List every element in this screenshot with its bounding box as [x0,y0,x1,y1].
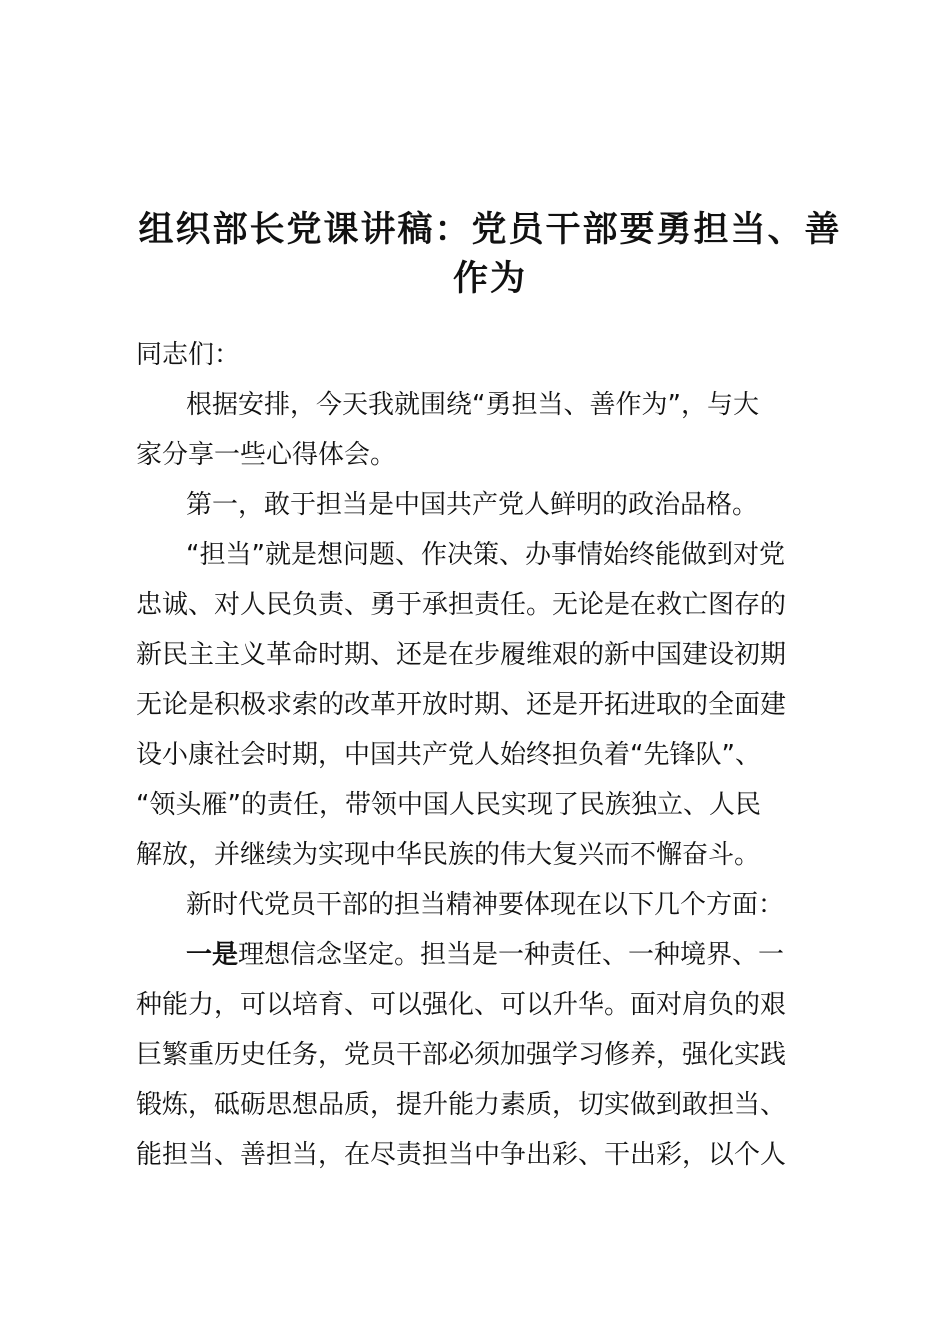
paragraph-line: 新时代党员干部的担当精神要体现在以下几个方面： [186,890,785,920]
document-title [120,206,860,304]
paragraph-line: 家分享一些心得体会。 [136,440,397,470]
paragraph-line: 忠诚、对人民负责、勇于承担责任。无论是在救亡图存的 [136,590,787,620]
salutation: 同志们： [136,340,241,370]
paragraph-line: “担当”就是想问题、作决策、办事情始终能做到对党 [186,540,785,570]
point-one-label: 一是 [186,940,239,970]
paragraph-line: 设小康社会时期，中国共产党人始终担负着“先锋队”、 [136,740,761,770]
paragraph-line: “领头雁”的责任，带领中国人民实现了民族独立、人民 [136,790,761,820]
paragraph-line: 种能力，可以培育、可以强化、可以升华。面对肩负的艰 [136,990,787,1020]
paragraph-line: 巨繁重历史任务，党员干部必须加强学习修养，强化实践 [136,1040,787,1070]
point-one-line [186,940,784,970]
title-line-1: 组织部长党课讲稿：党员干部要勇担当、善 [138,210,842,250]
paragraph-line: 解放，并继续为实现中华民族的伟大复兴而不懈奋斗。 [136,840,761,870]
paragraph-line: 根据安排，今天我就围绕“勇担当、善作为”，与大 [186,390,759,420]
paragraph-line: 能担当、善担当，在尽责担当中争出彩、干出彩，以个人 [136,1140,787,1170]
title-line-2: 作为 [452,259,527,299]
paragraph-line: 锻炼，砥砺思想品质，提升能力素质，切实做到敢担当、 [136,1090,787,1120]
paragraph-line: 新民主主义革命时期、还是在步履维艰的新中国建设初期 [136,640,787,670]
section-heading: 第一，敢于担当是中国共产党人鲜明的政治品格。 [186,490,759,520]
point-one-text: 理想信念坚定。担当是一种责任、一种境界、一 [238,940,785,970]
paragraph-line: 无论是积极求索的改革开放时期、还是开拓进取的全面建 [136,690,787,720]
